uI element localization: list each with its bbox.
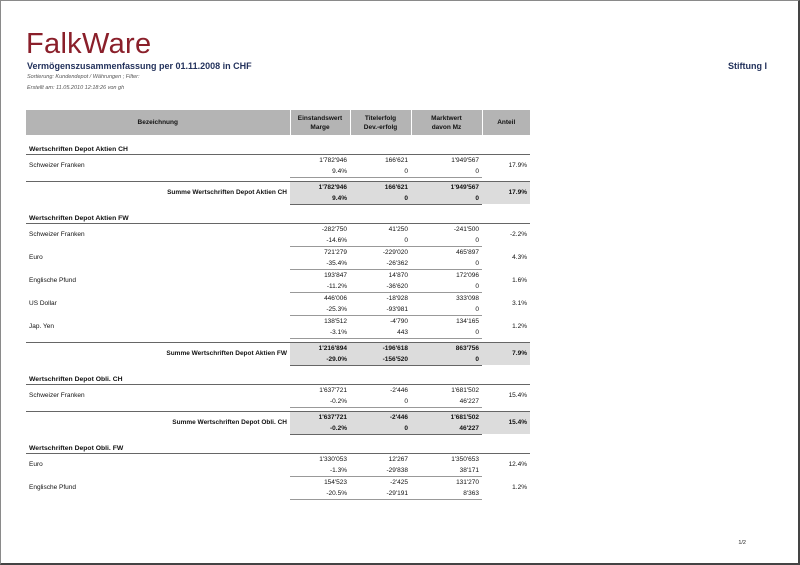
cell-titelerfolg: 166'621 bbox=[385, 156, 408, 164]
sum-devisenerfolg: -156'520 bbox=[350, 354, 411, 366]
cell-marchzins: 38'171 bbox=[411, 465, 482, 477]
cell-devisenerfolg: -29'838 bbox=[350, 465, 411, 477]
row-label: Euro bbox=[29, 254, 43, 261]
col-marktwert-label: Marktwert bbox=[431, 114, 462, 122]
page-number: 1/2 bbox=[738, 540, 746, 546]
cell-marktwert: 465'897 bbox=[456, 248, 479, 256]
row-label: Schweizer Franken bbox=[29, 231, 85, 239]
sum-einstandswert: 1'216'894 bbox=[290, 342, 350, 354]
sum-label: Summe Wertschriften Depot Obli. CH bbox=[26, 411, 290, 434]
table-row bbox=[26, 223, 530, 235]
sum-label: Summe Wertschriften Depot Aktien FW bbox=[26, 342, 290, 365]
cell-einstandswert: 446'006 bbox=[324, 294, 347, 302]
cell-marktwert: 1'949'567 bbox=[451, 156, 479, 164]
cell-anteil: 1.2% bbox=[512, 484, 527, 491]
cell-anteil: -2.2% bbox=[510, 231, 527, 239]
cell-anteil: 1.2% bbox=[512, 323, 527, 330]
sorting-info: Sortierung: Kundendepot / Währungen ; Filter: bbox=[27, 74, 140, 80]
sum-label: Summe Wertschriften Depot Aktien CH bbox=[26, 181, 290, 204]
sum-titelerfolg: -196'618 bbox=[350, 342, 411, 354]
sum-anteil: 7.9% bbox=[482, 342, 530, 365]
sum-marge: -0.2% bbox=[290, 423, 350, 435]
sum-einstandswert: 1'637'721 bbox=[290, 411, 350, 423]
section-title: Wertschriften Depot Aktien FW bbox=[26, 204, 530, 223]
cell-einstandswert: 154'523 bbox=[324, 478, 347, 486]
section-title: Wertschriften Depot Obli. CH bbox=[26, 365, 530, 384]
sum-row bbox=[26, 181, 530, 193]
cell-einstandswert: -282'750 bbox=[321, 225, 347, 233]
cell-einstandswert: 721'279 bbox=[324, 248, 347, 256]
cell-marktwert: 1'350'653 bbox=[451, 455, 479, 463]
table-row bbox=[26, 315, 530, 327]
table-row bbox=[26, 453, 530, 465]
cell-marktwert: 1'681'502 bbox=[451, 386, 479, 394]
row-label: Schweizer Franken bbox=[29, 392, 85, 400]
cell-marge: -11.2% bbox=[290, 281, 350, 293]
sum-titelerfolg: -2'446 bbox=[350, 411, 411, 423]
cell-titelerfolg: -4'790 bbox=[390, 317, 408, 325]
cell-marchzins: 0 bbox=[411, 166, 482, 178]
sum-marchzins: 0 bbox=[411, 193, 482, 205]
sum-marge: 9.4% bbox=[290, 193, 350, 205]
row-label: Schweizer Franken bbox=[29, 162, 85, 170]
cell-devisenerfolg: 0 bbox=[350, 166, 411, 178]
asset-summary-table bbox=[26, 110, 530, 500]
cell-anteil: 15.4% bbox=[508, 392, 527, 400]
report-title: Vermögenszusammenfassung per 01.11.2008 in CHF bbox=[27, 61, 252, 71]
cell-titelerfolg: 14'870 bbox=[388, 271, 408, 279]
sum-einstandswert: 1'782'946 bbox=[290, 181, 350, 193]
cell-marktwert: 172'096 bbox=[456, 271, 479, 279]
created-info: Erstellt am: 11.05.2010 12:18:26 von gh bbox=[27, 85, 125, 91]
company-logo: FalkWare bbox=[26, 28, 152, 60]
cell-einstandswert: 193'847 bbox=[324, 271, 347, 279]
cell-marchzins: 0 bbox=[411, 304, 482, 316]
table-row bbox=[26, 269, 530, 281]
cell-anteil: 1.6% bbox=[512, 277, 527, 284]
sum-row bbox=[26, 411, 530, 423]
cell-titelerfolg: -2'425 bbox=[390, 478, 408, 486]
cell-anteil: 17.9% bbox=[508, 162, 527, 170]
sum-marchzins: 46'227 bbox=[411, 423, 482, 435]
cell-devisenerfolg: -93'981 bbox=[350, 304, 411, 316]
col-einstandswert-label: Einstandswert bbox=[297, 114, 343, 122]
cell-devisenerfolg: 0 bbox=[350, 396, 411, 408]
cell-einstandswert: 138'512 bbox=[324, 317, 347, 325]
cell-einstandswert: 1'330'053 bbox=[319, 455, 347, 463]
cell-devisenerfolg: 443 bbox=[350, 327, 411, 339]
section-header-row bbox=[26, 434, 530, 453]
row-label: US Dollar bbox=[29, 300, 57, 307]
cell-devisenerfolg: -26'362 bbox=[350, 258, 411, 270]
cell-marchzins: 0 bbox=[411, 281, 482, 293]
cell-marge: -1.3% bbox=[290, 465, 350, 477]
sum-marchzins: 0 bbox=[411, 354, 482, 366]
cell-titelerfolg: 12'267 bbox=[388, 455, 408, 463]
sum-anteil: 17.9% bbox=[482, 181, 530, 204]
col-devisenerfolg-label: Dev.-erfolg bbox=[363, 123, 398, 131]
cell-einstandswert: 1'782'946 bbox=[319, 156, 347, 164]
cell-einstandswert: 1'637'721 bbox=[319, 386, 347, 394]
section-title: Wertschriften Depot Obli. FW bbox=[26, 434, 530, 453]
col-marchzins-label: davon Mz bbox=[431, 123, 462, 131]
section-title: Wertschriften Depot Aktien CH bbox=[26, 135, 530, 154]
cell-anteil: 3.1% bbox=[512, 300, 527, 307]
table-row bbox=[26, 384, 530, 396]
table-row bbox=[26, 246, 530, 258]
table-row bbox=[26, 476, 530, 488]
table-body bbox=[26, 135, 530, 499]
col-anteil: Anteil bbox=[482, 110, 530, 135]
sum-row bbox=[26, 342, 530, 354]
cell-devisenerfolg: -29'191 bbox=[350, 488, 411, 500]
cell-marchzins: 0 bbox=[411, 235, 482, 247]
cell-titelerfolg: -2'446 bbox=[390, 386, 408, 394]
col-marktwert bbox=[411, 110, 482, 135]
cell-marge: -20.5% bbox=[290, 488, 350, 500]
row-label: Jap. Yen bbox=[29, 323, 54, 330]
cell-marchzins: 8'363 bbox=[411, 488, 482, 500]
cell-marktwert: 131'270 bbox=[456, 478, 479, 486]
table-header-row bbox=[26, 110, 530, 135]
sum-marktwert: 1'681'502 bbox=[411, 411, 482, 423]
cell-marktwert: 134'165 bbox=[456, 317, 479, 325]
cell-marge: -25.3% bbox=[290, 304, 350, 316]
col-bezeichnung: Bezeichnung bbox=[26, 110, 290, 135]
sum-titelerfolg: 166'621 bbox=[350, 181, 411, 193]
organization-name: Stiftung I bbox=[728, 61, 767, 71]
sum-marge: -29.0% bbox=[290, 354, 350, 366]
row-label: Englische Pfund bbox=[29, 277, 76, 284]
cell-marchzins: 0 bbox=[411, 258, 482, 270]
cell-marge: -14.6% bbox=[290, 235, 350, 247]
section-header-row bbox=[26, 365, 530, 384]
cell-titelerfolg: -229'020 bbox=[382, 248, 408, 256]
col-titelerfolg bbox=[350, 110, 411, 135]
col-einstandswert bbox=[290, 110, 350, 135]
cell-marchzins: 46'227 bbox=[411, 396, 482, 408]
cell-marge: -0.2% bbox=[290, 396, 350, 408]
cell-devisenerfolg: -36'620 bbox=[350, 281, 411, 293]
cell-titelerfolg: -18'928 bbox=[386, 294, 408, 302]
cell-titelerfolg: 41'250 bbox=[388, 225, 408, 233]
cell-marge: 9.4% bbox=[290, 166, 350, 178]
cell-devisenerfolg: 0 bbox=[350, 235, 411, 247]
cell-marktwert: 333'098 bbox=[456, 294, 479, 302]
sum-devisenerfolg: 0 bbox=[350, 423, 411, 435]
cell-marktwert: -241'500 bbox=[453, 225, 479, 233]
row-label: Euro bbox=[29, 461, 43, 469]
cell-marchzins: 0 bbox=[411, 327, 482, 339]
section-header-row bbox=[26, 135, 530, 154]
col-titelerfolg-label: Titelerfolg bbox=[364, 114, 397, 122]
sum-devisenerfolg: 0 bbox=[350, 193, 411, 205]
table-row bbox=[26, 292, 530, 304]
row-label: Englische Pfund bbox=[29, 484, 76, 491]
cell-marge: -35.4% bbox=[290, 258, 350, 270]
cell-anteil: 4.3% bbox=[512, 254, 527, 261]
cell-marge: -3.1% bbox=[290, 327, 350, 339]
table-row bbox=[26, 154, 530, 166]
sum-marktwert: 1'949'567 bbox=[411, 181, 482, 193]
sum-anteil: 15.4% bbox=[482, 411, 530, 434]
col-marge-label: Marge bbox=[310, 123, 330, 131]
section-header-row bbox=[26, 204, 530, 223]
cell-anteil: 12.4% bbox=[508, 461, 527, 469]
sum-marktwert: 863'756 bbox=[411, 342, 482, 354]
